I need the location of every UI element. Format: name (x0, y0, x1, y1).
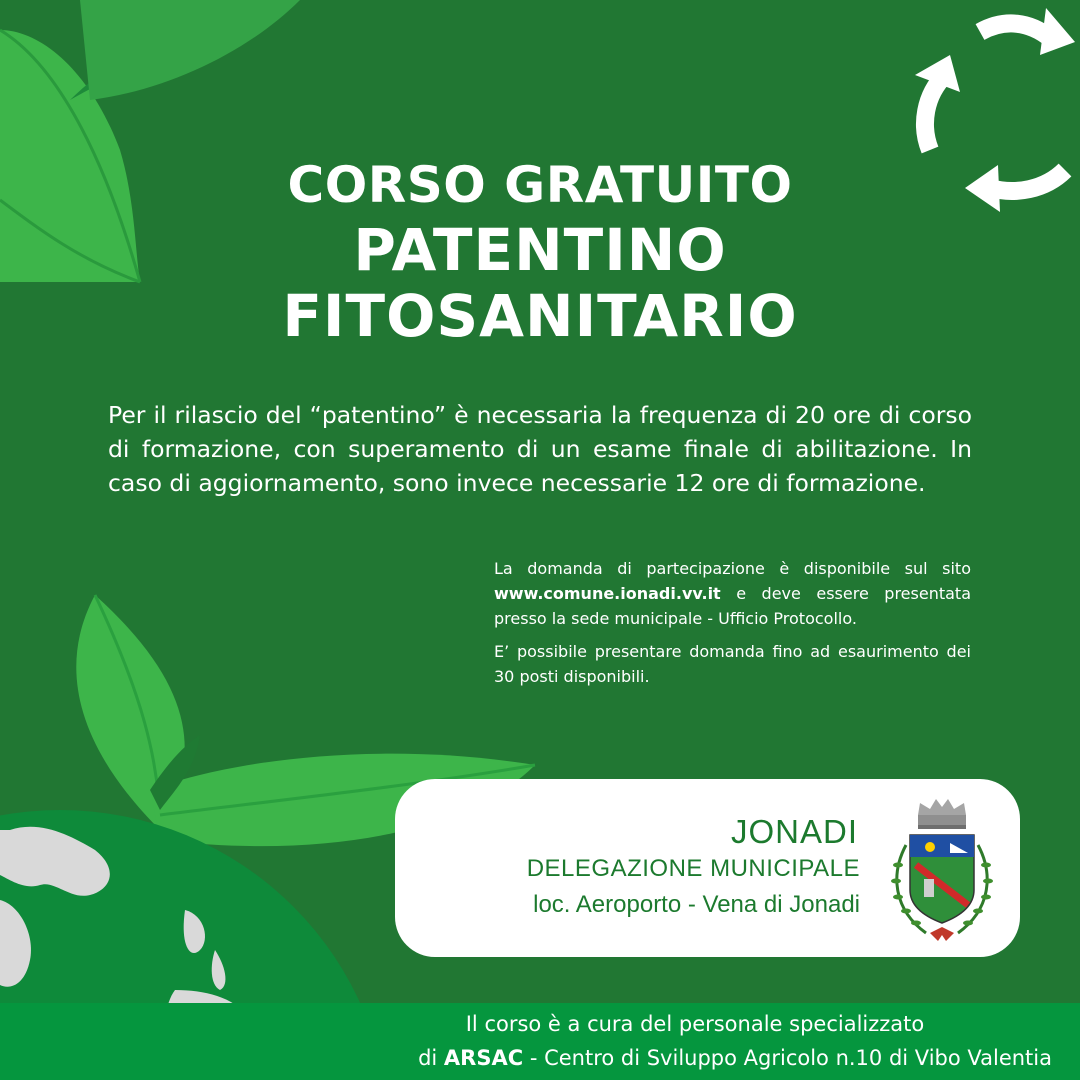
footer-line-1: Il corso è a cura del personale specializzato (465, 1012, 925, 1036)
info-block (494, 556, 971, 697)
title-line-2: PATENTINO (353, 216, 727, 284)
website-link[interactable]: www.comune.ionadi.vv.it (494, 584, 721, 603)
title-line-1: CORSO GRATUITO (287, 156, 793, 214)
footer-suffix: - Centro di Sviluppo Agricolo n.10 di Vibo Valentia (523, 1046, 1052, 1070)
municipal-card (395, 779, 1020, 957)
info-paragraph-1 (494, 556, 971, 631)
footer-line-2 (418, 1046, 1052, 1070)
organization-name: ARSAC (443, 1046, 524, 1070)
city-name: JONADI (730, 813, 858, 850)
footer-prefix: di (418, 1046, 444, 1070)
delegation-label: DELEGAZIONE MUNICIPALE (526, 855, 860, 882)
info-paragraph-2: E’ possibile presentare domanda fino ad esaurimento dei 30 posti disponibili. (494, 642, 971, 686)
info-text-after: e deve essere presentata presso la sede municipale - Ufficio Protocollo. (494, 584, 971, 628)
location-label: loc. Aeroporto - Vena di Jonadi (533, 891, 860, 918)
info-text-before: La domanda di partecipazione è disponibile sul sito (494, 559, 971, 578)
municipal-crest (880, 795, 1004, 945)
intro-paragraph: Per il rilascio del “patentino” è necessaria la frequenza di 20 ore di corso di formazione, con superamento di un esame finale di abilitazione. In caso di aggiornamento, sono invece necessarie 12 ore di formazione. (108, 401, 972, 497)
title-line-3: FITOSANITARIO (282, 282, 798, 350)
